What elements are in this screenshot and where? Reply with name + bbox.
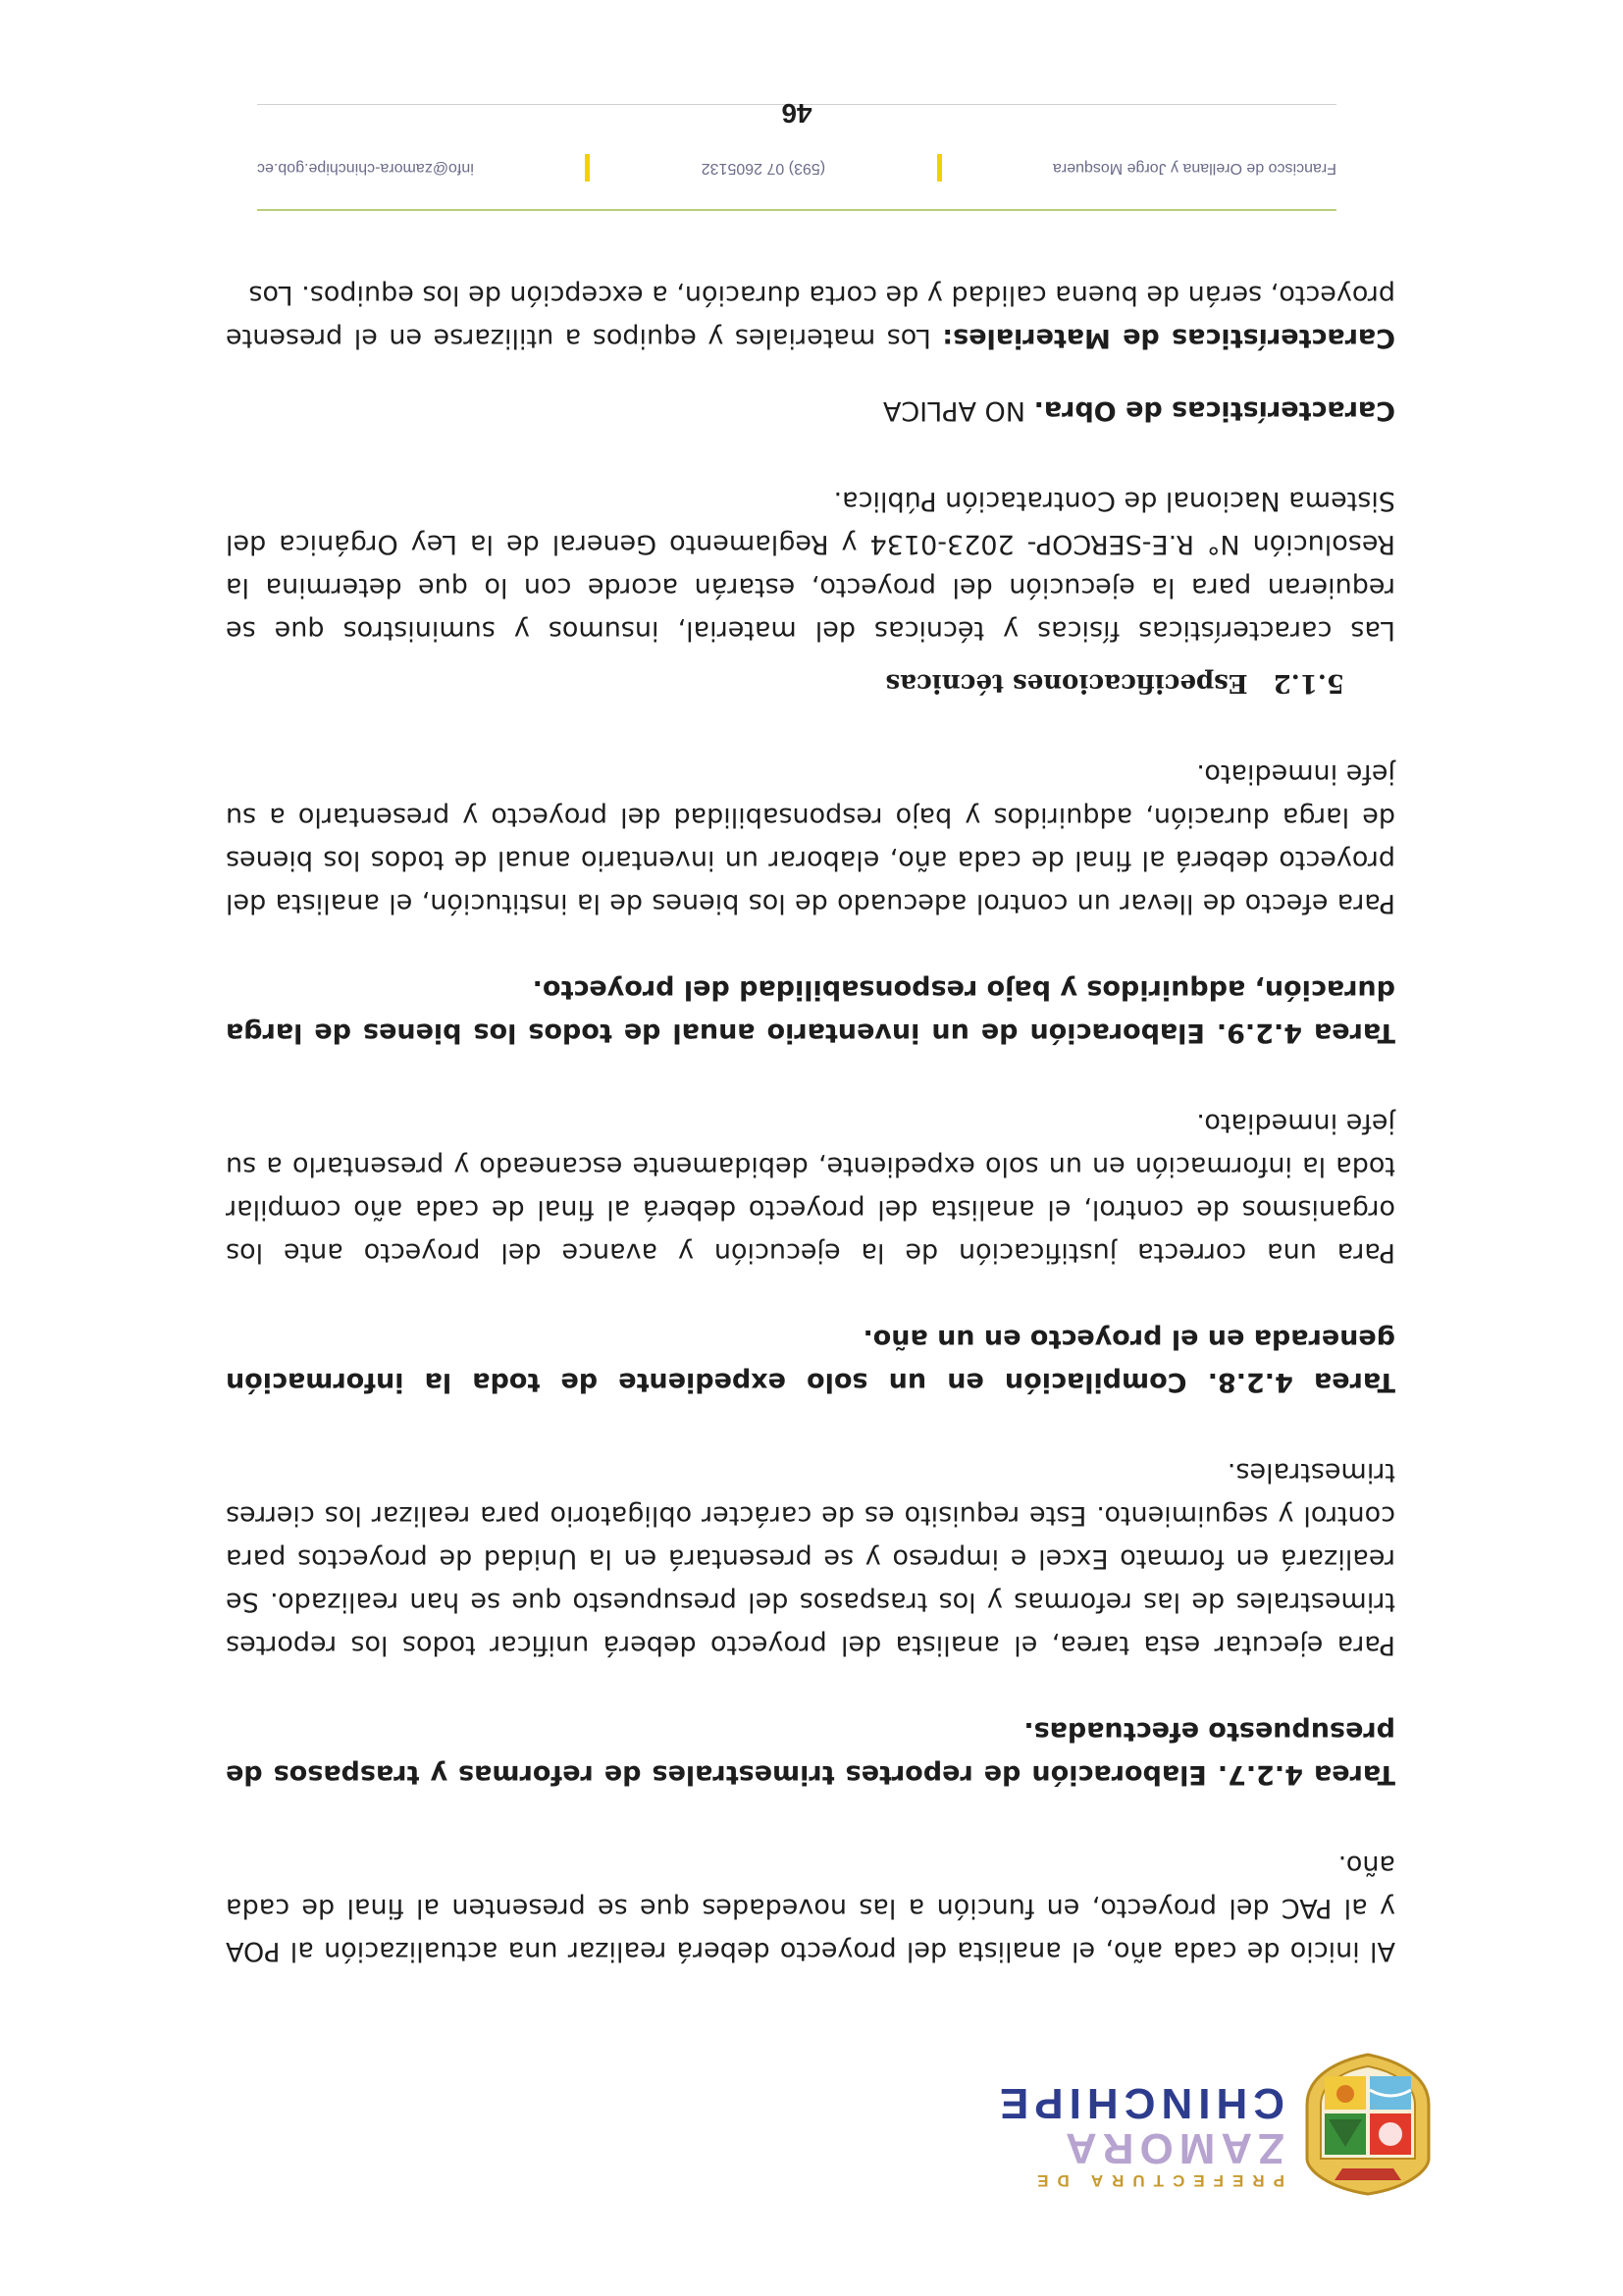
coat-of-arms-icon: [1299, 2051, 1437, 2198]
footer-separator: [585, 154, 590, 182]
footer-separator: [937, 154, 942, 182]
footer-phone: (593) 07 2605132: [701, 160, 826, 177]
materiales-value: Los materiales y equipos a utilizarse en el presente proyecto, serán de buena calidad y de corta duración, a excepción de los equipos. Los: [226, 280, 1395, 353]
prefecture-logo: [750, 2051, 1437, 2198]
footer-contact-row: [257, 154, 1336, 182]
task-427-heading: Tarea 4.2.7. Elaboración de reportes trimestrales de reformas y traspasos de presupuesto efectuadas.: [226, 1716, 1395, 1790]
page-footer: [257, 83, 1336, 211]
section-512-number: 5.1.2: [1273, 668, 1344, 698]
task-428-heading: Tarea 4.2.8. Compilación en un solo expediente de toda la información generada en el proyecto en un año.: [226, 1324, 1395, 1397]
task-428-body: Para una correcta justificación de la ejecución y avance del proyecto ante los organismos de control, el analista del proyecto deberá al final de cada año compilar toda la información en un solo expediente, debidamente escaneado y presentarlo a su jefe inmediato.: [226, 1108, 1395, 1268]
obra-paragraph: [226, 389, 1395, 432]
logo-wordmark: [994, 2080, 1284, 2190]
section-512-title: Especificaciones técnicas: [885, 668, 1248, 698]
logo-name-zamora: ZAMORA: [1059, 2124, 1284, 2172]
materiales-label: Características de Materiales:: [942, 323, 1395, 353]
section-512-heading: [226, 661, 1344, 704]
section-512-body: Las características físicas y técnicas del material, insumos y suministros que se requieran para la ejecución del proyecto, estarán acorde con lo que determina la Resolución N° R.E-SERCOP- 2023-0134 y Reglamento General de la Ley Orgánica del Sistema Nacional de Contratación Pública.: [226, 486, 1395, 646]
logo-prefix: PREFECTURA DE: [1028, 2171, 1284, 2190]
task-429-heading: Tarea 4.2.9. Elaboración de un inventario anual de todos los bienes de larga duración, adquiridos y bajo responsabilidad del proyecto.: [226, 974, 1395, 1048]
materiales-paragraph: [226, 273, 1395, 359]
task-427-body: Para ejecutar esta tarea, el analista del proyecto deberá unificar todos los reportes trimestrales de las reformas y los traspasos del presupuesto que se han realizado. Se realizará en formato Excel e impreso y se presentará en la Unidad de proyectos para control y seguimiento. Este requisito es de carácter obligatorio para realizar los cierres trimestrales.: [226, 1457, 1395, 1660]
footer-address: Francisco de Orellana y Jorge Mosquera: [1052, 160, 1336, 177]
footer-email[interactable]: info@zamora-chinchipe.gob.ec: [257, 160, 474, 177]
logo-name-chinchipe: CHINCHIPE: [993, 2079, 1284, 2127]
obra-value: NO APLICA: [882, 395, 1025, 426]
footer-divider-top: [257, 209, 1336, 211]
intro-paragraph: Al inicio de cada año, el analista del proyecto deberá realizar una actualización al POA y al PAC del proyecto, en función a las novedades que se presenten al final de cada año.: [226, 1850, 1395, 1966]
task-429-body: Para efecto de llevar un control adecuado de los bienes de la institución, el analista del proyecto deberá al final de cada año, elaborar un inventario anual de todos los bienes de larga duración, adquiridos y bajo responsabilidad del proyecto y presentarlo a su jefe inmediato.: [226, 758, 1395, 918]
obra-label: Características de Obra.: [1033, 395, 1395, 426]
page-number: 46: [781, 98, 812, 129]
document-body: [226, 226, 1395, 1972]
